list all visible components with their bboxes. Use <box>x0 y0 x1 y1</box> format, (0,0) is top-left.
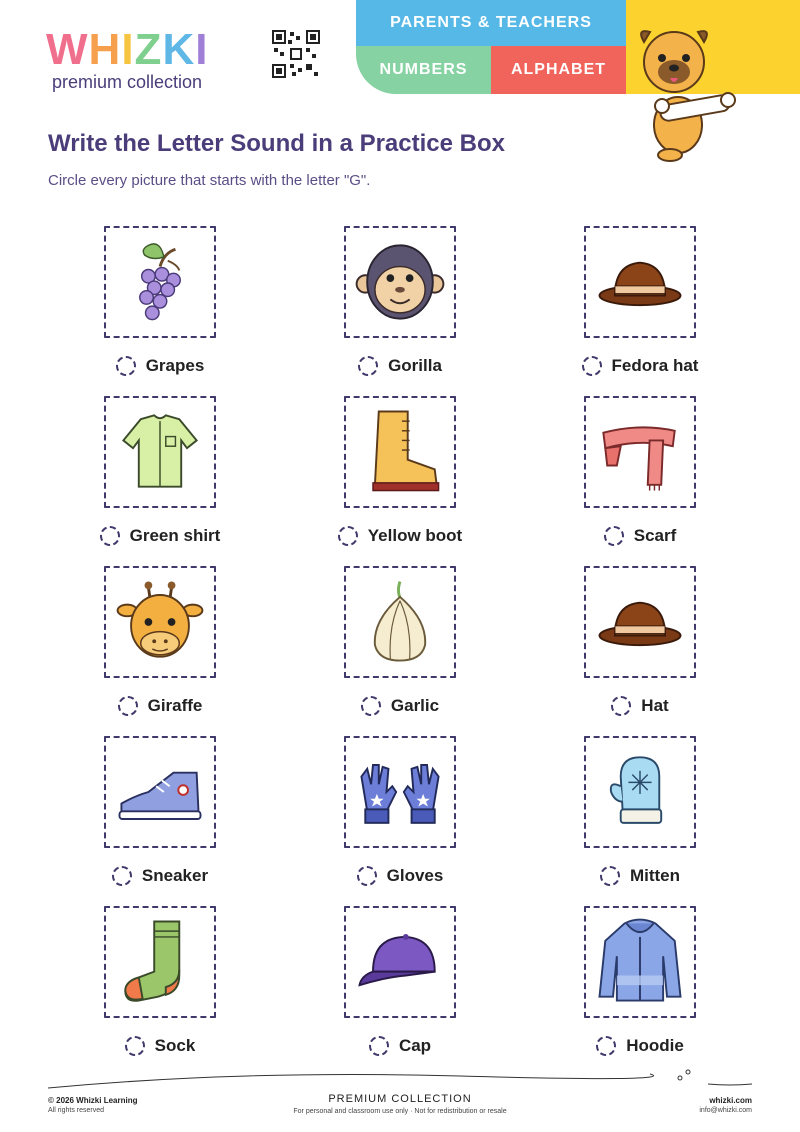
answer-option[interactable] <box>294 866 506 886</box>
answer-option[interactable] <box>294 356 506 376</box>
picture-label: Hat <box>641 696 669 715</box>
answer-circle[interactable] <box>358 356 378 376</box>
answer-option[interactable] <box>54 696 266 716</box>
practice-box[interactable] <box>344 396 456 508</box>
tab-alphabet[interactable]: ALPHABET <box>491 46 626 94</box>
picture-card <box>534 736 734 906</box>
answer-circle[interactable] <box>369 1036 389 1056</box>
picture-card <box>294 566 494 736</box>
practice-box[interactable] <box>344 226 456 338</box>
tab-parents-teachers[interactable]: PARENTS & TEACHERS <box>356 0 626 46</box>
hat-icon <box>586 568 694 676</box>
collection-text: PREMIUM COLLECTION <box>328 1093 472 1105</box>
footer-copyright <box>48 1096 137 1114</box>
practice-box[interactable] <box>104 566 216 678</box>
answer-option[interactable] <box>294 526 506 546</box>
picture-label: Sneaker <box>141 866 209 885</box>
picture-label: Fedora hat <box>611 356 699 375</box>
practice-box[interactable] <box>344 736 456 848</box>
gloves-icon <box>346 738 454 846</box>
yellow-boot-icon <box>346 398 454 506</box>
hoodie-icon <box>586 908 694 1016</box>
fedora-hat-icon <box>586 228 694 336</box>
grapes-icon <box>106 228 214 336</box>
picture-card <box>534 396 734 566</box>
scarf-icon <box>586 398 694 506</box>
picture-label: Sock <box>154 1036 196 1055</box>
answer-circle[interactable] <box>600 866 620 886</box>
picture-label: Gorilla <box>388 356 442 375</box>
answer-option[interactable] <box>534 696 746 716</box>
picture-card <box>294 906 494 1076</box>
logo-letter: I <box>121 25 135 74</box>
answer-circle[interactable] <box>604 526 624 546</box>
logo-subtitle: premium collection <box>52 72 203 92</box>
copyright-text: © 2026 Whizki Learning <box>48 1096 138 1105</box>
logo-letter: W <box>46 25 89 74</box>
answer-circle[interactable] <box>118 696 138 716</box>
picture-card <box>294 396 494 566</box>
picture-label: Mitten <box>629 866 681 885</box>
logo-letter: Z <box>134 25 163 74</box>
picture-card <box>534 226 734 396</box>
answer-circle[interactable] <box>361 696 381 716</box>
practice-box[interactable] <box>104 226 216 338</box>
answer-option[interactable] <box>54 526 266 546</box>
logo-wordmark <box>46 25 209 74</box>
picture-label: Grapes <box>145 356 205 375</box>
practice-box[interactable] <box>584 396 696 508</box>
picture-card <box>54 736 254 906</box>
footer-divider <box>40 1060 760 1094</box>
qr-code-icon <box>272 30 320 78</box>
picture-label: Giraffe <box>147 696 203 715</box>
picture-card <box>534 906 734 1076</box>
answer-circle[interactable] <box>357 866 377 886</box>
answer-circle[interactable] <box>125 1036 145 1056</box>
sock-icon <box>106 908 214 1016</box>
picture-card <box>294 736 494 906</box>
answer-option[interactable] <box>294 1036 506 1056</box>
sneaker-icon <box>106 738 214 846</box>
practice-box[interactable] <box>104 906 216 1018</box>
picture-card <box>294 226 494 396</box>
answer-circle[interactable] <box>338 526 358 546</box>
rights-text: All rights reserved <box>48 1107 105 1114</box>
picture-card <box>54 566 254 736</box>
worksheet-title: Write the Letter Sound in a Practice Box <box>48 130 505 157</box>
answer-option[interactable] <box>54 1036 266 1056</box>
answer-option[interactable] <box>54 866 266 886</box>
picture-label: Yellow boot <box>367 526 463 545</box>
usage-notice: For personal and classroom use only · Not for redistribution or resale <box>293 1108 507 1115</box>
logo-letter: K <box>162 25 196 74</box>
green-shirt-icon <box>106 398 214 506</box>
worksheet-instruction: Circle every picture that starts with the letter "G". <box>48 172 371 189</box>
picture-label: Cap <box>398 1036 432 1055</box>
picture-label: Garlic <box>390 696 440 715</box>
answer-circle[interactable] <box>582 356 602 376</box>
giraffe-icon <box>106 568 214 676</box>
practice-box[interactable] <box>344 906 456 1018</box>
pug-mascot-icon <box>630 20 740 165</box>
picture-label: Scarf <box>633 526 677 545</box>
answer-option[interactable] <box>534 1036 746 1056</box>
practice-box[interactable] <box>344 566 456 678</box>
answer-option[interactable] <box>534 526 746 546</box>
logo-letter: I <box>195 25 209 74</box>
mitten-icon <box>586 738 694 846</box>
picture-card <box>54 226 254 396</box>
practice-box[interactable] <box>584 906 696 1018</box>
answer-option[interactable] <box>534 866 746 886</box>
practice-box[interactable] <box>584 736 696 848</box>
tab-numbers[interactable]: NUMBERS <box>356 46 491 94</box>
answer-option[interactable] <box>54 356 266 376</box>
cap-icon <box>346 908 454 1016</box>
practice-box[interactable] <box>584 226 696 338</box>
garlic-icon <box>346 568 454 676</box>
picture-card <box>54 396 254 566</box>
answer-circle[interactable] <box>100 526 120 546</box>
footer-collection <box>250 1093 550 1115</box>
picture-label: Gloves <box>386 866 444 885</box>
answer-circle[interactable] <box>611 696 631 716</box>
picture-card <box>534 566 734 736</box>
practice-box[interactable] <box>584 566 696 678</box>
answer-option[interactable] <box>534 356 746 376</box>
answer-circle[interactable] <box>596 1036 616 1056</box>
picture-label: Hoodie <box>626 1036 684 1055</box>
email-link[interactable]: info@whizki.com <box>699 1107 752 1114</box>
practice-box[interactable] <box>104 736 216 848</box>
whizki-logo <box>46 25 209 93</box>
answer-circle[interactable] <box>116 356 136 376</box>
footer-contact <box>699 1096 752 1114</box>
website-link[interactable]: whizki.com <box>709 1096 752 1105</box>
practice-box[interactable] <box>104 396 216 508</box>
answer-option[interactable] <box>294 696 506 716</box>
picture-card <box>54 906 254 1076</box>
answer-circle[interactable] <box>112 866 132 886</box>
logo-letter: H <box>88 25 122 74</box>
picture-label: Green shirt <box>129 526 221 545</box>
gorilla-icon <box>346 228 454 336</box>
